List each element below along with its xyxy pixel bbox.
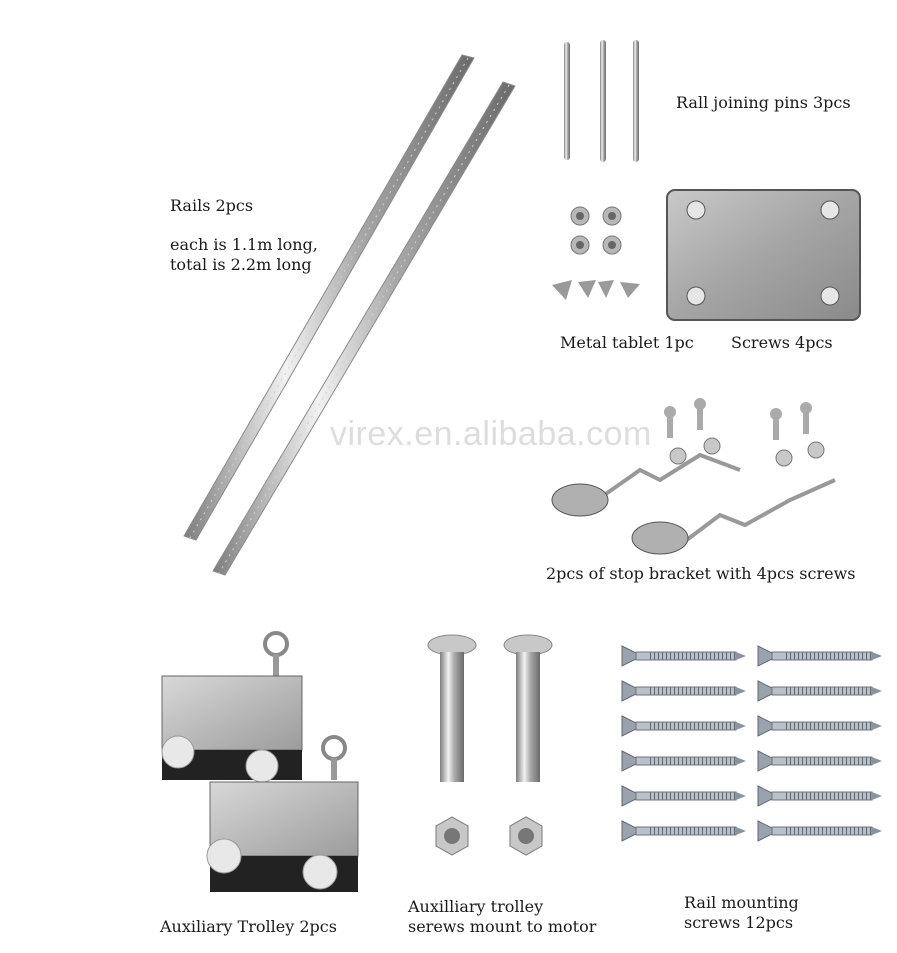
wood-screw <box>622 751 746 771</box>
joining-pins <box>564 40 639 162</box>
trolley-1 <box>162 633 302 782</box>
wood-screw <box>758 646 882 666</box>
wood-screw <box>758 681 882 701</box>
stop-bracket-label: 2pcs of stop bracket with 4pcs screws <box>546 564 856 583</box>
rails-title: Rails 2pcs <box>170 196 254 215</box>
wood-screw <box>758 716 882 736</box>
wood-screw <box>758 751 882 771</box>
trolley-label: Auxiliary Trolley 2pcs <box>160 917 337 936</box>
rail-screws-label-1: Rail mounting <box>684 893 799 912</box>
small-screws <box>552 207 640 300</box>
metal-tablet <box>667 190 860 320</box>
wood-screw <box>622 646 746 666</box>
wood-screw <box>758 821 882 841</box>
rail-screws-label-2: screws 12pcs <box>684 913 794 932</box>
rail-mounting-screws <box>622 646 882 841</box>
wood-screw <box>622 821 746 841</box>
metal-tablet-label: Metal tablet 1pc <box>560 333 694 352</box>
trolley-bolts <box>428 635 552 855</box>
wood-screw <box>622 681 746 701</box>
watermark: virex.en.alibaba.com <box>330 415 652 453</box>
wood-screw <box>758 786 882 806</box>
rail-2 <box>213 82 515 575</box>
trolley-screws-label-2: serews mount to motor <box>408 917 597 936</box>
rails-length-each: each is 1.1m long, <box>170 235 318 254</box>
rail-1 <box>184 55 474 540</box>
pins-label: Rall joining pins 3pcs <box>676 93 851 112</box>
wood-screw <box>622 786 746 806</box>
rails-length-total: total is 2.2m long <box>170 255 312 274</box>
wood-screw <box>622 716 746 736</box>
screws-label: Screws 4pcs <box>731 333 833 352</box>
trolley-screws-label-1: Auxilliary trolley <box>408 897 544 916</box>
